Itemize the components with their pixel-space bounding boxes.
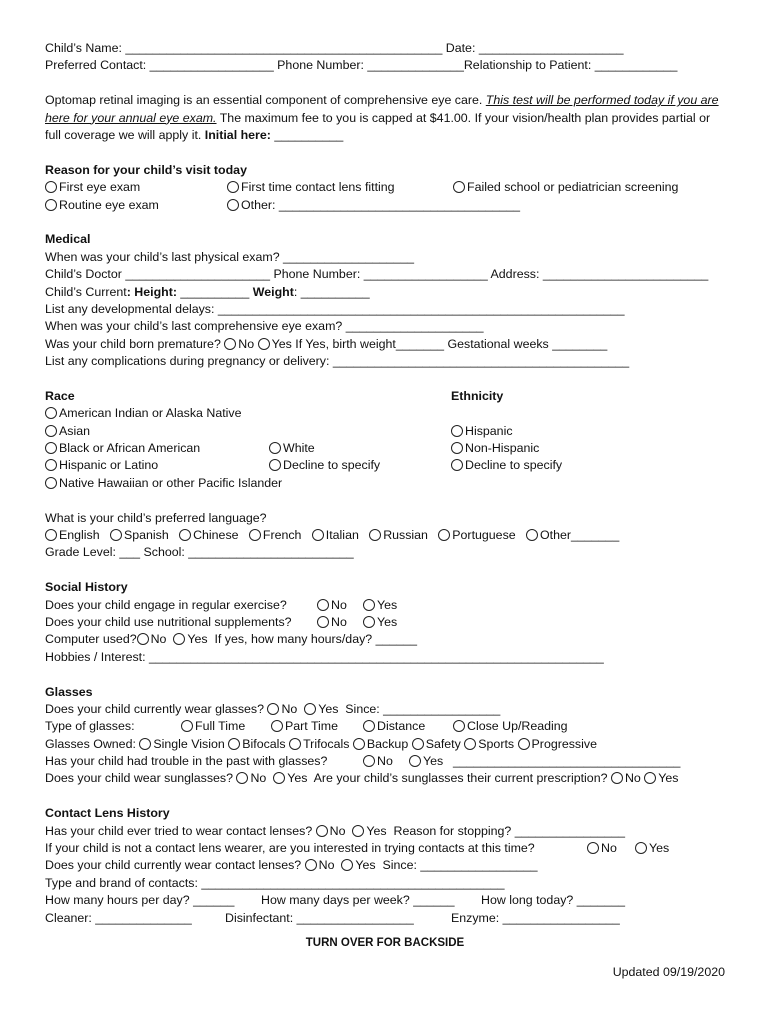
premature-question: Was your child born premature? (45, 336, 221, 351)
type-part-time: Part Time (285, 719, 339, 734)
intake-form: Child’s Name: ______________________________________________ Date: _____________________ Preferred Contact: __________________ Phone Number: ______________Relationship to Patient: ____________ Optomap retinal imaging is an essential component of comprehensive eye care. This test will be performed today if you are here for your annual eye exam. The maximum fee to you is capped at $41.00. If your vision/health plan provides partial or full coverage we will apply it. Initial here: __________ Reason for your child’s visit today First eye exam First time contact lens fitting Failed school or pediatrician screening Routine eye exam Other: ___________________________________ Medical When was your child’s last physical exam? ___________________ Child’s Doctor _____________________ Phone Number: __________________ Address: ________________________ Child’s Current: Height: __________ Weight: __________ List any developmental delays: ___________________________________________________________ When was your child’s last comprehensive eye exam? ____________________ Was your child born premature? No Yes If Yes, birth weight_______ Gestational weeks ________ List any complications during pregnancy or delivery: ___________________________________________ Race Ethnicity American Indian or Alaska Native Asian Hispanic Black or African American White Non-Hispanic Hispanic or Latino Decline to specify Decline to specify Native Hawaiian or other Pacific Islander What is your child’s preferred language? English Spanish Chinese French Italian Russian Portuguese Other_______ Grade Level: ___ School: ________________________ Social History Does your child engage in regular exercise? No Yes Does your child use nutritional supplements? No Yes Computer used? No Yes If yes, how many hours/day? ______ Hobbies / Interest: __________________________________________________________________ Glasses Does your child currently wear glasses? No Yes Since: _________________ Type of glasses: Full Time Part Time Distance Close Up/Reading Glasses Owned: Single Vision Bifocals Trifocals Backup Safety Sports Progressive Has your child had trouble in the past with glasses? No Yes _________________________________ Does your child wear sunglasses? No Yes Are your child’s sunglasses their current prescription? No Yes Contact Lens History Has your child ever tried to wear contact lenses? No Yes Reason for stopping? ________________ If your child is not a contact lens wearer, are you interested in trying contacts at this time? No Yes Does your child currently wear contact lenses? No Yes Since: _________________ Type and brand of contacts: ____________________________________________ How many hours per day? ______ How many days per week? ______ How long today? _______ Cleaner: ______________ Disinfectant: _________________ Enzyme: _________________ TURN OVER FOR BACKSIDE Updated 09/19/2020 (45, 40, 735, 982)
contacts-tried-question: Has your child ever tried to wear contact lenses? (45, 823, 313, 838)
radio-tried-yes[interactable] (352, 825, 364, 837)
radio-lang-chinese[interactable] (179, 529, 191, 541)
reason-title: Reason for your child’s visit today (45, 162, 247, 177)
radio-type-full-time[interactable] (181, 720, 193, 732)
radio-tried-no[interactable] (316, 825, 328, 837)
radio-lang-english[interactable] (45, 529, 57, 541)
type-distance: Distance (377, 719, 426, 734)
height-label: Height: (134, 284, 177, 299)
checkbox-progressive[interactable] (518, 738, 530, 750)
radio-eth-hispanic[interactable] (451, 425, 463, 437)
checkbox-bifocals[interactable] (228, 738, 240, 750)
computer-question: Computer used? (45, 632, 137, 647)
radio-current-no[interactable] (305, 859, 317, 871)
height-field[interactable]: __________ (176, 284, 253, 299)
radio-glasses-yes[interactable] (304, 703, 316, 715)
radio-lang-italian[interactable] (312, 529, 324, 541)
intro-underlined: This test will be performed today if you are here for your annual eye exam. (45, 93, 719, 125)
medical-title: Medical (45, 232, 91, 247)
contacts-title: Contact Lens History (45, 806, 170, 821)
radio-supplements-yes[interactable] (363, 616, 375, 628)
radio-race-hispanic[interactable] (45, 459, 57, 471)
contact-line[interactable]: Preferred Contact: __________________ Phone Number: ______________Relationship to Patient: ____________ (45, 58, 678, 73)
child-name-date-line[interactable]: Child’s Name: ______________________________________________ Date: _____________________ (45, 41, 624, 55)
radio-lang-french[interactable] (249, 529, 261, 541)
radio-type-distance[interactable] (363, 720, 375, 732)
exercise-question: Does your child engage in regular exercise? (45, 597, 287, 612)
owned-sports: Sports (478, 736, 515, 751)
radio-routine-eye-exam[interactable] (45, 199, 57, 211)
radio-eth-decline[interactable] (451, 459, 463, 471)
owned-trifocals: Trifocals (303, 736, 350, 751)
owned-bifocals: Bifocals (242, 736, 286, 751)
owned-progressive: Progressive (531, 736, 597, 751)
radio-other-reason[interactable] (227, 199, 239, 211)
current-yes-label: Yes (355, 858, 376, 873)
race-opt-5: Hispanic or Latino (59, 458, 159, 473)
initial-field[interactable]: __________ (270, 127, 344, 142)
lang-chinese: Chinese (193, 527, 239, 542)
radio-race-asian[interactable] (45, 425, 57, 437)
radio-type-part-time[interactable] (271, 720, 283, 732)
race-opt-4: White (283, 441, 315, 456)
radio-trouble-no[interactable] (363, 755, 375, 767)
supplements-no-label: No (331, 614, 347, 629)
tried-yes-label: Yes (366, 823, 387, 838)
radio-trouble-yes[interactable] (409, 755, 421, 767)
radio-race-american-indian[interactable] (45, 407, 57, 419)
radio-interested-yes[interactable] (635, 842, 647, 854)
lang-portuguese: Portuguese (452, 527, 516, 542)
type-close-up: Close Up/Reading (467, 719, 568, 734)
radio-lang-russian[interactable] (369, 529, 381, 541)
sun-rx-yes-label: Yes (658, 771, 679, 786)
radio-failed-screening[interactable] (453, 181, 465, 193)
radio-sun-rx-yes[interactable] (644, 772, 656, 784)
radio-race-black[interactable] (45, 442, 57, 454)
radio-exercise-no[interactable] (317, 599, 329, 611)
owned-single-vision: Single Vision (153, 736, 225, 751)
radio-computer-no[interactable] (137, 633, 149, 645)
trouble-details-field[interactable]: _________________________________ (453, 754, 681, 769)
owned-backup: Backup (366, 736, 409, 751)
lang-other[interactable]: Other_______ (539, 527, 620, 542)
eye-exam-field[interactable]: When was your child’s last comprehensive eye exam? ____________________ (45, 319, 484, 334)
radio-sun-no[interactable] (236, 772, 248, 784)
today-field[interactable]: How long today? _______ (481, 893, 625, 908)
lang-russian: Russian (383, 527, 428, 542)
reason-opt-1: First eye exam (59, 180, 141, 195)
interested-yes-label: Yes (649, 841, 670, 856)
checkbox-trifocals[interactable] (289, 738, 301, 750)
lang-french: French (262, 527, 302, 542)
contacts-since-field[interactable]: Since: _________________ (382, 858, 538, 873)
stopping-reason-field[interactable]: Reason for stopping? ________________ (393, 823, 626, 838)
checkbox-safety[interactable] (412, 738, 424, 750)
turn-over-note: TURN OVER FOR BACKSIDE (305, 936, 465, 949)
intro-text-2: The maximum fee to you is capped at $41.00. If your vision/health plan provides partial or full coverage we will apply it. (45, 110, 711, 142)
glasses-yes-label: Yes (318, 701, 339, 716)
race-opt-7: Native Hawaiian or other Pacific Islander (59, 475, 283, 490)
radio-exercise-yes[interactable] (363, 599, 375, 611)
radio-race-native-hawaiian[interactable] (45, 477, 57, 489)
complications-field[interactable]: List any complications during pregnancy or delivery: ___________________________________________ (45, 354, 630, 369)
eth-opt-1: Hispanic (465, 423, 513, 438)
reason-opt-5[interactable]: Other: ___________________________________ (241, 197, 521, 212)
trouble-no-label: No (377, 754, 393, 769)
owned-safety: Safety (425, 736, 461, 751)
current-label: Child’s Current (45, 284, 127, 299)
grade-school-field[interactable]: Grade Level: ___ School: ________________________ (45, 545, 354, 560)
type-full-time: Full Time (195, 719, 246, 734)
reason-opt-4: Routine eye exam (59, 197, 159, 212)
cleaner-field[interactable]: Cleaner: ______________ (45, 910, 192, 925)
tried-no-label: No (329, 823, 346, 838)
eth-opt-3: Decline to specify (465, 458, 563, 473)
premature-yes-label: Yes (271, 336, 292, 351)
disinfectant-field[interactable]: Disinfectant: _________________ (225, 910, 414, 925)
interested-no-label: No (601, 841, 617, 856)
supplements-yes-label: Yes (377, 614, 398, 629)
premature-details[interactable]: If Yes, birth weight_______ Gestational weeks ________ (295, 336, 608, 351)
checkbox-single-vision[interactable] (139, 738, 151, 750)
days-field[interactable]: How many days per week? ______ (261, 893, 455, 908)
computer-yes-label: Yes (187, 632, 208, 647)
radio-computer-yes[interactable] (173, 633, 185, 645)
current-no-label: No (318, 858, 335, 873)
glasses-type-label: Type of glasses: (45, 719, 135, 734)
checkbox-backup[interactable] (353, 738, 365, 750)
weight-label: Weight (252, 284, 294, 299)
sun-rx-no-label: No (624, 771, 641, 786)
physical-exam-field[interactable]: When was your child’s last physical exam? ___________________ (45, 249, 414, 264)
race-title: Race (45, 388, 75, 403)
language-question: What is your child’s preferred language? (45, 510, 267, 525)
radio-sun-rx-no[interactable] (611, 772, 623, 784)
radio-type-close-up[interactable] (453, 720, 465, 732)
social-title: Social History (45, 580, 128, 595)
computer-no-label: No (150, 632, 167, 647)
glasses-owned-label: Glasses Owned: (45, 736, 136, 751)
intro-text-1: Optomap retinal imaging is an essential component of comprehensive eye care. (45, 93, 486, 108)
hours-field[interactable]: How many hours per day? ______ (45, 893, 235, 908)
trouble-question: Has your child had trouble in the past with glasses? (45, 754, 328, 769)
radio-current-yes[interactable] (341, 859, 353, 871)
sun-no-label: No (250, 771, 267, 786)
supplements-question: Does your child use nutritional supplements? (45, 614, 292, 629)
language-options (45, 527, 735, 544)
sun-rx-question: Are your child’s sunglasses their current prescription? (313, 771, 608, 786)
computer-hours-field[interactable]: If yes, how many hours/day? ______ (214, 632, 417, 647)
glasses-owned-row (45, 736, 735, 753)
glasses-title: Glasses (45, 684, 93, 699)
radio-interested-no[interactable] (587, 842, 599, 854)
lang-english: English (59, 527, 100, 542)
race-opt-6: Decline to specify (283, 458, 381, 473)
radio-race-white[interactable] (269, 442, 281, 454)
reason-opt-3: Failed school or pediatrician screening (467, 180, 679, 195)
brand-field[interactable]: Type and brand of contacts: ____________________________________________ (45, 875, 505, 890)
exercise-yes-label: Yes (377, 597, 398, 612)
lang-spanish: Spanish (123, 527, 169, 542)
radio-sun-yes[interactable] (273, 772, 285, 784)
radio-eth-non-hispanic[interactable] (451, 442, 463, 454)
race-opt-1: American Indian or Alaska Native (59, 406, 242, 421)
delays-field[interactable]: List any developmental delays: ___________________________________________________________ (45, 301, 625, 316)
race-opt-2: Asian (59, 423, 90, 438)
premature-no-label: No (238, 336, 255, 351)
reason-opt-2: First time contact lens fitting (241, 180, 395, 195)
interested-question: If your child is not a contact lens wearer, are you interested in trying contacts at this time? (45, 841, 535, 856)
trouble-yes-label: Yes (423, 754, 444, 769)
glasses-no-label: No (281, 701, 298, 716)
updated-date: Updated 09/19/2020 (612, 965, 725, 980)
radio-supplements-no[interactable] (317, 616, 329, 628)
radio-premature-no[interactable] (224, 338, 236, 350)
enzyme-field[interactable]: Enzyme: _________________ (451, 910, 620, 925)
optomap-paragraph (45, 92, 725, 144)
exercise-no-label: No (331, 597, 347, 612)
radio-first-contact-fitting[interactable] (227, 181, 239, 193)
ethnicity-title: Ethnicity (451, 388, 504, 403)
sunglasses-question: Does your child wear sunglasses? (45, 771, 234, 786)
lang-italian: Italian (325, 527, 359, 542)
sun-yes-label: Yes (287, 771, 308, 786)
radio-race-decline[interactable] (269, 459, 281, 471)
eth-opt-2: Non-Hispanic (465, 441, 540, 456)
weight-field[interactable]: : __________ (293, 284, 370, 299)
radio-first-eye-exam[interactable] (45, 181, 57, 193)
radio-lang-portuguese[interactable] (438, 529, 450, 541)
radio-glasses-no[interactable] (267, 703, 279, 715)
radio-lang-spanish[interactable] (110, 529, 122, 541)
radio-lang-other[interactable] (526, 529, 538, 541)
race-opt-3: Black or African American (59, 441, 201, 456)
checkbox-sports[interactable] (464, 738, 476, 750)
contacts-current-question: Does your child currently wear contact lenses? (45, 858, 302, 873)
hobbies-field[interactable]: Hobbies / Interest: __________________________________________________________________ (45, 649, 604, 664)
initial-label: Initial here: (204, 127, 271, 142)
glasses-since-field[interactable]: Since: _________________ (345, 701, 501, 716)
radio-premature-yes[interactable] (258, 338, 270, 350)
doctor-field[interactable]: Child’s Doctor _____________________ Phone Number: __________________ Address: ________________________ (45, 267, 709, 282)
glasses-question: Does your child currently wear glasses? (45, 701, 264, 716)
